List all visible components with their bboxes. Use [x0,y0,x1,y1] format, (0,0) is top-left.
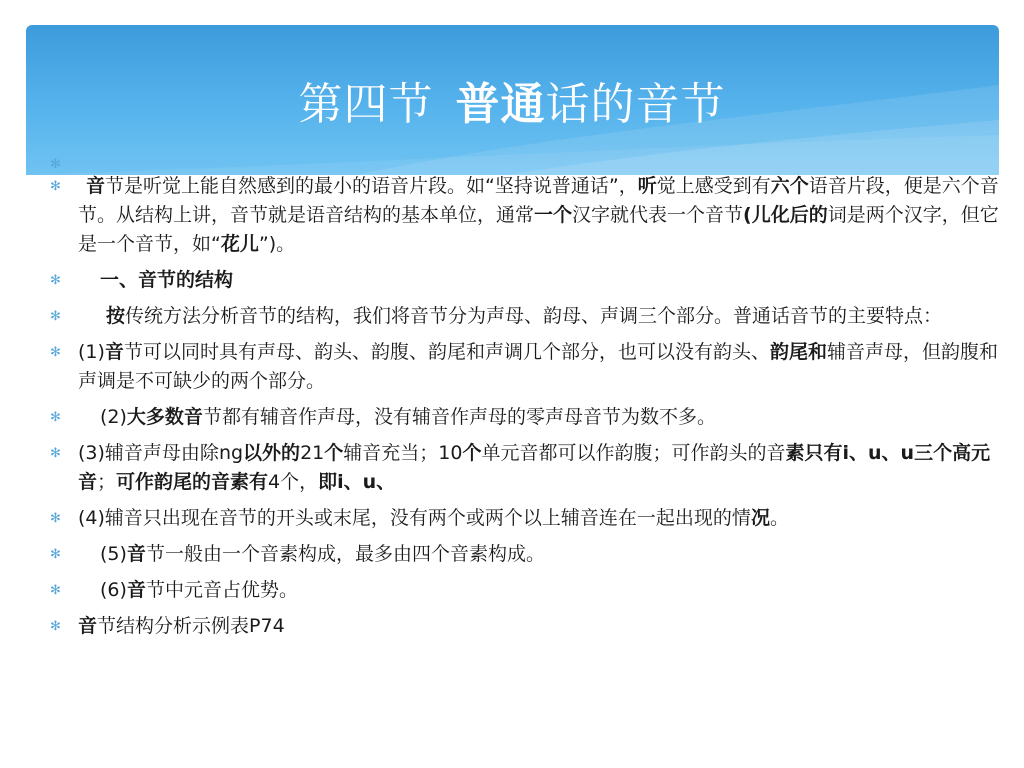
text-span: 语音片段，便是六个音节。从结构上讲，音节就是语音结构的基本单位，通常 [78,175,999,226]
text-span: 可作韵尾的音素有 [116,471,269,493]
text-span: 觉上感受到有 [656,175,771,197]
list-item-point-5 [50,540,1002,569]
text-span: 节结构分析示例表 [97,615,250,637]
text-span: 听 [637,175,657,197]
empty-bullet-item [50,150,1002,172]
title-part-1: 第四节 [298,79,434,130]
text-span: 况 [750,507,770,529]
text-span: P74 [249,615,285,637]
text-span: 辅音充当； [343,442,439,464]
list-item-point-4 [50,504,1002,533]
text-span: 花儿 [220,233,259,255]
text-span: 10 [438,442,463,464]
list-item-point-3 [50,439,1002,497]
text-span: (1) [78,341,105,363]
text-span: 节一般由一个音素构成，最多由四个音素构成。 [145,543,545,565]
text-span: (4) [78,507,105,529]
text-span: 六个 [770,175,809,197]
text-span: 汉字就代表一个音节 [572,204,744,226]
asterisk-bullet-icon: ✻ [50,157,61,172]
text-span: (2) [100,406,127,428]
text-span: 辅音声母由除 [104,442,219,464]
asterisk-bullet-icon: ✻ [50,511,61,526]
text-span: 个 [462,442,482,464]
text-span: 音 [86,175,106,197]
asterisk-bullet-icon: ✻ [50,446,61,461]
asterisk-bullet-icon: ✻ [50,583,61,598]
text-span: (3) [78,442,105,464]
text-span: (儿化后的 [743,204,828,226]
text-span: 节是听觉上能自然感到的最小的语音片段。如“坚持说普通话”， [105,175,638,197]
text-span: 音 [78,615,98,637]
list-item-example-table [50,612,1002,641]
text-span: 节都有辅音作声母，没有辅音作声母的零声母音节为数不多。 [202,406,716,428]
text-span: 音 [104,341,124,363]
asterisk-bullet-icon: ✻ [50,547,61,562]
text-span: 即i、u、 [318,471,396,493]
text-span: 一个 [534,204,573,226]
text-span: 辅音只出现在音节的开头或末尾，没有两个或两个以上辅音连在一起出现的情 [104,507,751,529]
asterisk-bullet-icon: ✻ [50,619,61,634]
list-item-method [50,302,1002,331]
text-span: 大多数音 [126,406,203,428]
text-span: 个 [324,442,344,464]
text-span: 单元音都可以作韵腹；可作韵头的音 [481,442,786,464]
text-span: 传统方法分析音节的结构，我们将音节分为声母、韵母、声调三个部分。普通话音节的主要特点： [125,305,943,327]
text-span: 节可以同时具有声母、韵头、韵腹、韵尾和声调几个部分，也可以没有韵头、 [123,341,770,363]
asterisk-bullet-icon: ✻ [50,273,61,288]
text-span: 按 [106,305,126,327]
title-part-3: 话的音节 [545,79,726,130]
asterisk-bullet-icon: ✻ [50,179,61,194]
bullet-list [50,150,1002,648]
text-span: 韵尾和 [769,341,827,363]
text-span: ， [299,471,319,493]
text-span: (6) [100,579,127,601]
section-heading: 一、音节的结构 [100,269,234,291]
text-span: ”)。 [258,233,296,255]
list-item-heading [50,266,1002,295]
slide-title [0,75,1024,135]
text-span: (5) [100,543,127,565]
asterisk-bullet-icon: ✻ [50,309,61,324]
text-span: 节中元音占优势。 [145,579,298,601]
text-span: 音 [126,579,146,601]
list-item-point-6 [50,576,1002,605]
text-span: ng [218,442,244,464]
text-span: 以外的 [243,442,301,464]
list-item-point-1 [50,338,1002,396]
text-span: 素只有i、u、u三个高元音 [78,442,991,493]
list-item-point-2 [50,403,1002,432]
text-span: 音 [126,543,146,565]
title-part-2: 普通 [455,79,546,130]
text-span: 辅音声母，但韵腹和声调是不可缺少的两个部分。 [78,341,998,392]
text-span: 4个 [268,471,300,493]
text-span: 21 [300,442,325,464]
list-item-definition [50,172,1002,259]
text-span: 。 [769,507,789,529]
asterisk-bullet-icon: ✻ [50,410,61,425]
asterisk-bullet-icon: ✻ [50,345,61,360]
text-span: ； [97,471,117,493]
text-span: 词是两个汉字，但它是一个音节，如“ [78,204,999,255]
